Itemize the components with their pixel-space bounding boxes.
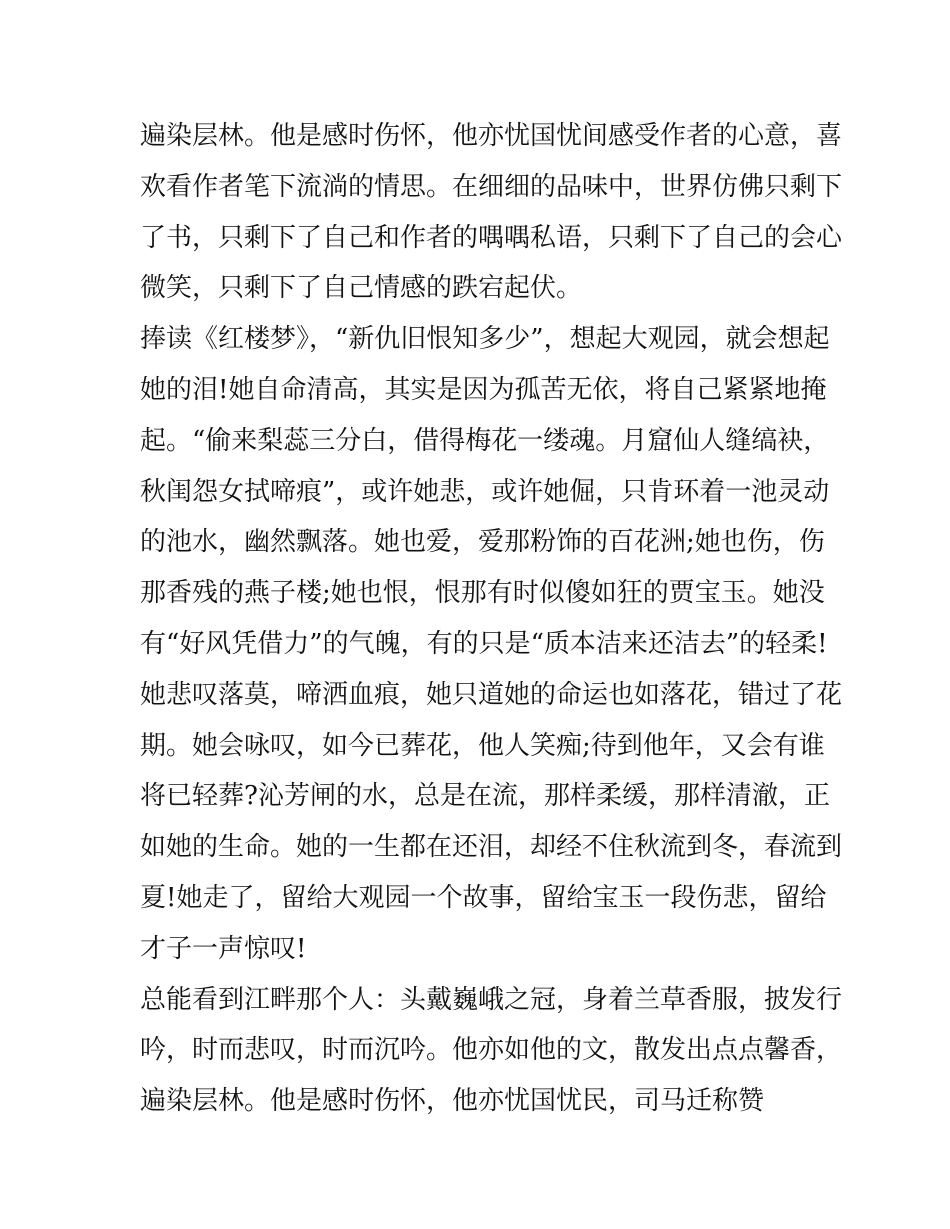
text-line: 她悲叹落莫，啼洒血痕，她只道她的命运也如落花，错过了花 — [140, 679, 843, 710]
text-line: 微笑，只剩下了自己情感的跌宕起伏。 — [140, 273, 583, 304]
text-line: 遍染层林。他是感时伤怀，他亦忧国忧民，司马迁称赞 — [140, 1086, 765, 1117]
body-text — [140, 111, 843, 1127]
text-line: 总能看到江畔那个人：头戴巍峨之冠，身着兰草香服，披发行 — [140, 984, 843, 1015]
text-line: 捧读《红楼梦》，“新仇旧恨知多少”，想起大观园，就会想起 — [140, 324, 830, 355]
text-line: 她的泪!她自命清高，其实是因为孤苦无依，将自己紧紧地掩 — [140, 374, 827, 405]
text-line: 遍染层林。他是感时伤怀，他亦忧国忧间感受作者的心意，喜 — [140, 121, 843, 151]
text-line: 欢看作者笔下流淌的情思。在细细的品味中，世界仿佛只剩下 — [140, 171, 843, 202]
text-line: 那香残的燕子楼;她也恨，恨那有时似傻如狂的贾宝玉。她没 — [140, 578, 825, 609]
text-line: 夏!她走了，留给大观园一个故事，留给宝玉一段伤悲，留给 — [140, 882, 827, 913]
text-line: 的池水，幽然飘落。她也爱，爱那粉饰的百花洲;她也伤，伤 — [140, 527, 825, 558]
text-line: 起。“偷来梨蕊三分白，借得梅花一缕魂。月窟仙人缝缟袂， — [140, 425, 830, 456]
text-line: 才子一声惊叹! — [140, 933, 307, 964]
text-line: 将已轻葬?沁芳闸的水，总是在流，那样柔缓，那样清澈，正 — [140, 781, 830, 812]
text-line: 吟，时而悲叹，时而沉吟。他亦如他的文，散发出点点馨香， — [140, 1035, 843, 1066]
text-line: 期。她会咏叹，如今已葬花，他人笑痴;待到他年，又会有谁 — [140, 730, 825, 761]
text-line: 有“好风凭借力”的气魄，有的只是“质本洁来还洁去”的轻柔! — [140, 628, 828, 659]
text-line: 秋闺怨女拭啼痕”，或许她悲，或许她倔，只肯环着一池灵动 — [140, 476, 830, 507]
text-line: 了书，只剩下了自己和作者的喁喁私语，只剩下了自己的会心 — [140, 222, 843, 253]
text-line: 如她的生命。她的一生都在还泪，却经不住秋流到冬，春流到 — [140, 832, 843, 863]
